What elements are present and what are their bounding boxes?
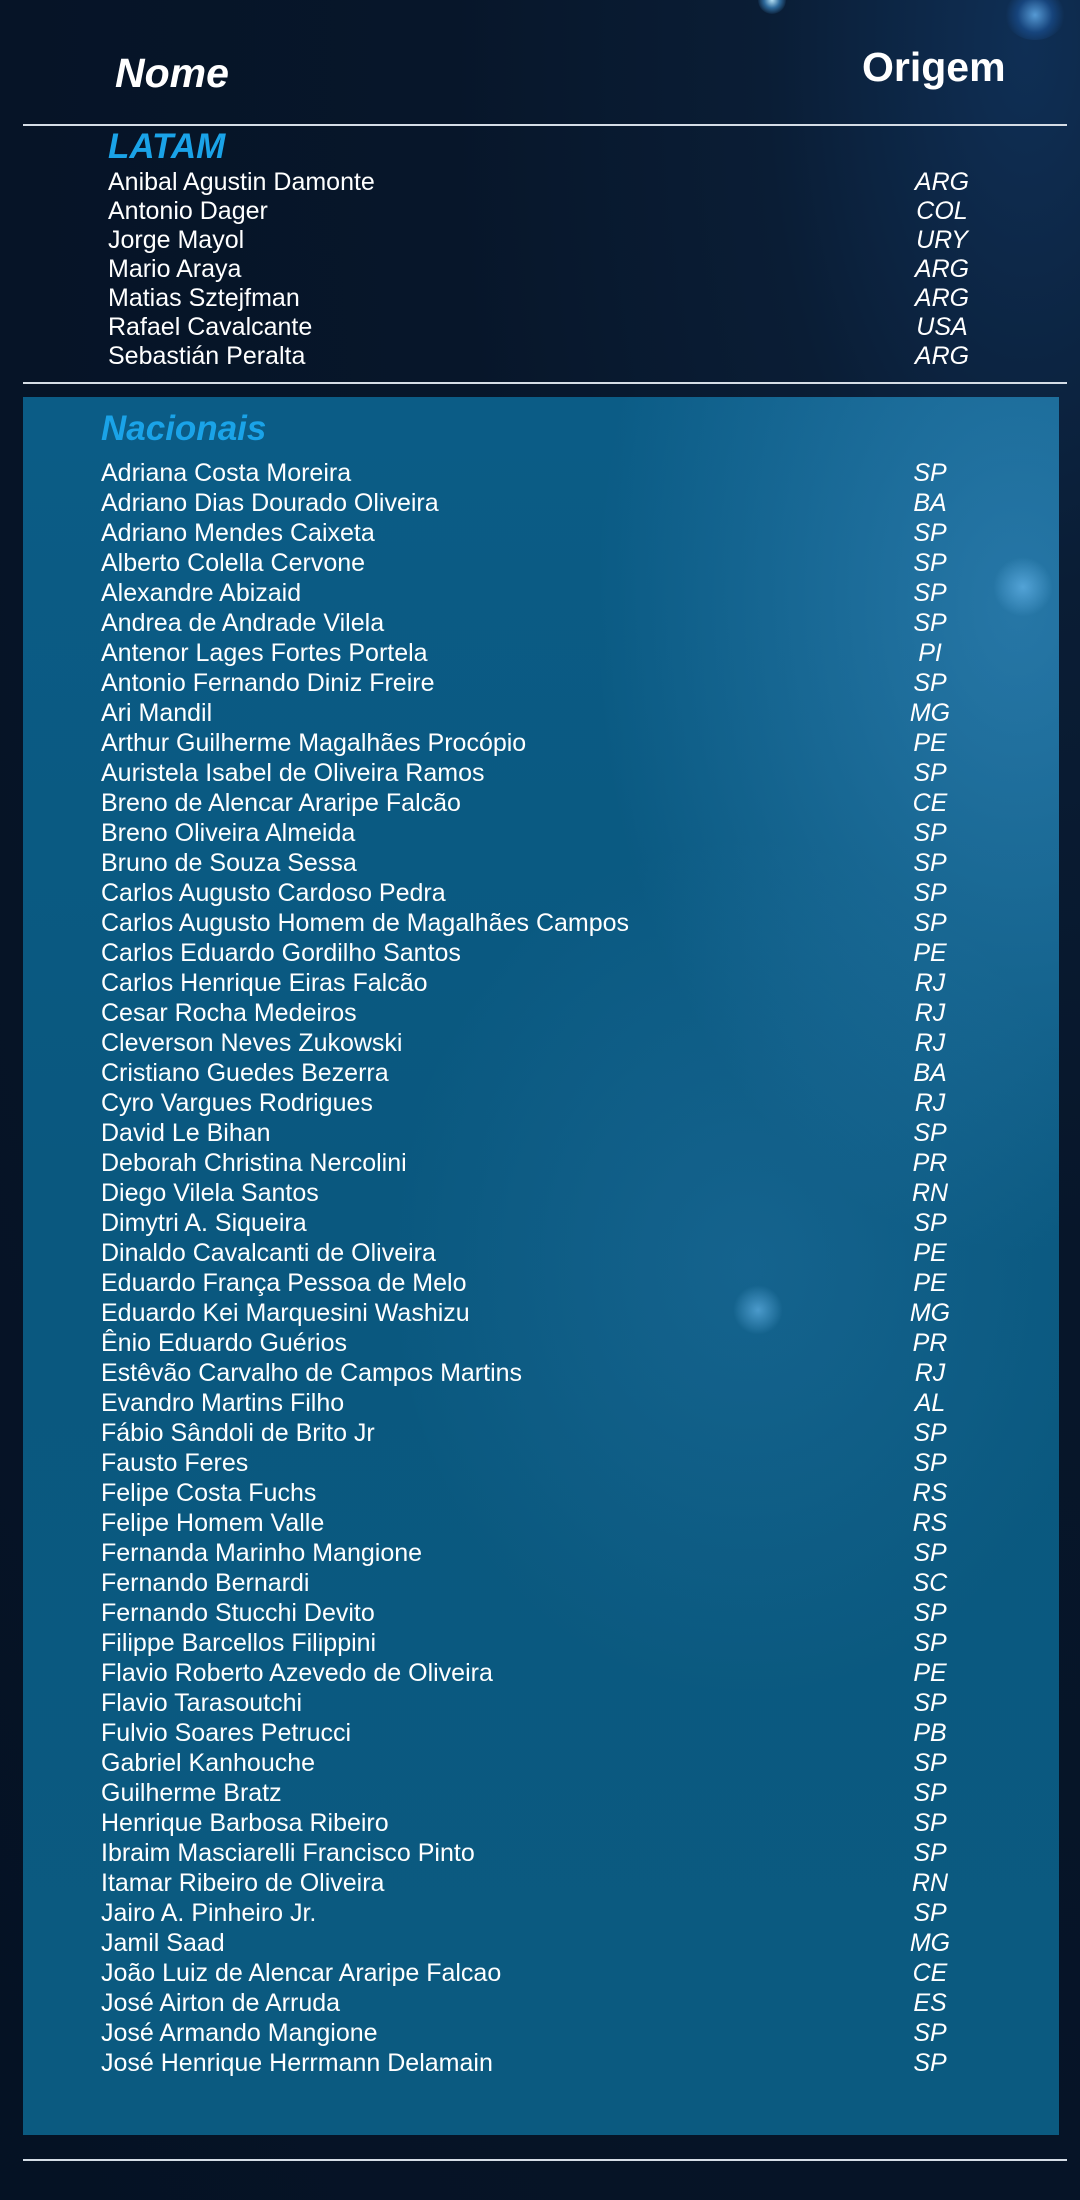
list-item [23,1089,1053,1119]
list-item [23,1119,1053,1149]
person-name: Ari Mandil [101,699,213,727]
list-item [23,609,1053,639]
person-name: Breno Oliveira Almeida [101,819,356,847]
list-item [23,849,1053,879]
section-title-latam: LATAM [108,127,226,166]
person-name: Fábio Sândoli de Brito Jr [101,1419,375,1447]
origin-code: PE [913,939,947,967]
list-item [23,1929,1053,1959]
origin-code: COL [916,197,968,225]
person-name: Arthur Guilherme Magalhães Procópio [101,729,527,757]
origin-code: AL [914,1389,946,1417]
list-item [23,1209,1053,1239]
list-item [0,168,1030,198]
person-name: Jorge Mayol [108,226,245,254]
origin-code: RJ [914,1359,946,1387]
list-item [23,939,1053,969]
origin-code: RJ [914,969,946,997]
list-item [23,1269,1053,1299]
list-item [23,729,1053,759]
list-item [23,1659,1053,1689]
origin-code: RJ [914,1089,946,1117]
list-item [23,1449,1053,1479]
list-item [23,1839,1053,1869]
origin-code: SP [913,879,947,907]
list-item [23,639,1053,669]
origin-code: SP [913,1209,947,1237]
person-name: Cristiano Guedes Bezerra [101,1059,389,1087]
origin-code: SP [913,519,947,547]
list-item [23,1569,1053,1599]
origin-code: ARG [914,342,970,370]
person-name: Evandro Martins Filho [101,1389,345,1417]
list-item [23,1719,1053,1749]
list-item [23,1299,1053,1329]
column-header-origem: Origem [862,44,1006,90]
origin-code: SP [913,1749,947,1777]
person-name: Alexandre Abizaid [101,579,302,607]
list-item [23,1599,1053,1629]
list-item [23,1329,1053,1359]
list-item [23,1539,1053,1569]
origin-code: PR [912,1149,948,1177]
person-name: Rafael Cavalcante [108,313,313,341]
person-name: Deborah Christina Nercolini [101,1149,407,1177]
origin-code: SP [913,1689,947,1717]
origin-code: SP [913,1629,947,1657]
person-name: Mario Araya [108,255,242,283]
origin-code: CE [912,1959,948,1987]
list-item [23,489,1053,519]
person-name: José Armando Mangione [101,2019,378,2047]
origin-code: PE [913,729,947,757]
person-name: Itamar Ribeiro de Oliveira [101,1869,385,1897]
person-name: Alberto Colella Cervone [101,549,366,577]
origin-code: ARG [914,255,970,283]
list-item [23,1779,1053,1809]
list-item [0,197,1030,227]
list-item [23,1689,1053,1719]
person-name: Fausto Feres [101,1449,249,1477]
origin-code: MG [909,699,951,727]
list-item [23,879,1053,909]
list-item [23,1239,1053,1269]
origin-code: SP [913,1119,947,1147]
divider [23,2159,1067,2161]
person-name: Carlos Augusto Cardoso Pedra [101,879,446,907]
person-name: Fulvio Soares Petrucci [101,1719,352,1747]
origin-code: RN [911,1869,949,1897]
list-item [23,969,1053,999]
origin-code: SP [913,849,947,877]
person-name: Auristela Isabel de Oliveira Ramos [101,759,485,787]
person-name: Fernando Bernardi [101,1569,310,1597]
origin-code: USA [916,313,968,341]
origin-code: SP [913,669,947,697]
person-name: Dimytri A. Siqueira [101,1209,307,1237]
origin-code: SP [913,909,947,937]
person-name: Jamil Saad [101,1929,225,1957]
origin-code: RJ [914,1029,946,1057]
list-item [23,549,1053,579]
person-name: Flavio Roberto Azevedo de Oliveira [101,1659,493,1687]
origin-code: RJ [914,999,946,1027]
list-item [23,1359,1053,1389]
person-name: Diego Vilela Santos [101,1179,319,1207]
person-name: Fernanda Marinho Mangione [101,1539,423,1567]
list-item [23,1509,1053,1539]
origin-code: PI [918,639,942,667]
person-name: Cyro Vargues Rodrigues [101,1089,373,1117]
origin-code: MG [909,1929,951,1957]
origin-code: ES [913,1989,947,2017]
list-item [23,1059,1053,1089]
list-item [23,1479,1053,1509]
origin-code: SP [913,549,947,577]
list-item [23,1179,1053,1209]
person-name: Antonio Fernando Diniz Freire [101,669,435,697]
person-name: Breno de Alencar Araripe Falcão [101,789,461,817]
origin-code: RS [912,1479,948,1507]
list-item [23,1149,1053,1179]
origin-code: SP [913,759,947,787]
section-title-nacionais: Nacionais [101,409,267,448]
origin-code: CE [912,789,948,817]
list-item [23,1899,1053,1929]
person-name: Dinaldo Cavalcanti de Oliveira [101,1239,436,1267]
person-name: Andrea de Andrade Vilela [101,609,385,637]
person-name: Estêvão Carvalho de Campos Martins [101,1359,523,1387]
origin-code: URY [916,226,968,254]
person-name: Fernando Stucchi Devito [101,1599,375,1627]
origin-code: SP [913,579,947,607]
origin-code: PE [913,1239,947,1267]
divider [23,382,1067,384]
list-item [0,255,1030,285]
person-name: Bruno de Souza Sessa [101,849,357,877]
person-name: Cleverson Neves Zukowski [101,1029,403,1057]
origin-code: RS [912,1509,948,1537]
origin-code: SC [912,1569,948,1597]
person-name: Cesar Rocha Medeiros [101,999,357,1027]
person-name: Flavio Tarasoutchi [101,1689,303,1717]
person-name: Eduardo Kei Marquesini Washizu [101,1299,470,1327]
origin-code: SP [913,819,947,847]
person-name: José Airton de Arruda [101,1989,341,2017]
list-item [23,669,1053,699]
origin-code: SP [913,1839,947,1867]
list-item [23,1749,1053,1779]
person-name: Ibraim Masciarelli Francisco Pinto [101,1839,475,1867]
origin-code: SP [913,1899,947,1927]
list-item [23,789,1053,819]
origin-code: SP [913,1419,947,1447]
person-name: Carlos Henrique Eiras Falcão [101,969,428,997]
origin-code: SP [913,1779,947,1807]
list-item [23,1809,1053,1839]
list-item [23,1629,1053,1659]
person-name: Sebastián Peralta [108,342,306,370]
origin-code: MG [909,1299,951,1327]
origin-code: SP [913,459,947,487]
person-name: Antenor Lages Fortes Portela [101,639,428,667]
list-item [23,1959,1053,1989]
origin-code: BA [913,489,947,517]
origin-code: SP [913,2019,947,2047]
list-item [0,313,1030,343]
person-name: João Luiz de Alencar Araripe Falcao [101,1959,502,1987]
list-item [23,579,1053,609]
list-item [0,284,1030,314]
list-item [23,909,1053,939]
person-name: Gabriel Kanhouche [101,1749,316,1777]
list-item [0,342,1030,372]
origin-code: ARG [914,284,970,312]
origin-code: PE [913,1269,947,1297]
origin-code: SP [913,1599,947,1627]
origin-code: BA [913,1059,947,1087]
list-item [23,759,1053,789]
person-name: Anibal Agustin Damonte [108,168,375,196]
latam-section [0,124,1080,382]
list-item [23,1989,1053,2019]
list-item [23,819,1053,849]
column-header-nome: Nome [115,50,229,96]
list-item [23,1029,1053,1059]
list-item [23,2019,1053,2049]
person-name: Felipe Costa Fuchs [101,1479,317,1507]
person-name: Adriano Mendes Caixeta [101,519,375,547]
origin-code: SP [913,1809,947,1837]
origin-code: RN [911,1179,949,1207]
person-name: Ênio Eduardo Guérios [101,1329,347,1357]
nacionais-section [23,397,1059,2135]
list-item [23,1389,1053,1419]
list-item [23,459,1053,489]
person-name: Filippe Barcellos Filippini [101,1629,377,1657]
origin-code: PR [912,1329,948,1357]
person-name: José Henrique Herrmann Delamain [101,2049,493,2077]
person-name: Adriana Costa Moreira [101,459,352,487]
person-name: Jairo A. Pinheiro Jr. [101,1899,317,1927]
person-name: Eduardo França Pessoa de Melo [101,1269,467,1297]
person-name: Henrique Barbosa Ribeiro [101,1809,389,1837]
origin-code: PB [913,1719,947,1747]
person-name: Antonio Dager [108,197,268,225]
person-name: Guilherme Bratz [101,1779,282,1807]
table-header [0,0,1080,124]
list-item [23,2049,1053,2079]
list-item [23,699,1053,729]
list-item [23,1869,1053,1899]
person-name: David Le Bihan [101,1119,271,1147]
person-name: Felipe Homem Valle [101,1509,325,1537]
origin-code: ARG [914,168,970,196]
origin-code: SP [913,2049,947,2077]
person-name: Carlos Augusto Homem de Magalhães Campos [101,909,630,937]
list-item [0,226,1030,256]
origin-code: SP [913,609,947,637]
person-name: Carlos Eduardo Gordilho Santos [101,939,461,967]
list-item [23,1419,1053,1449]
list-item [23,999,1053,1029]
origin-code: SP [913,1449,947,1477]
person-name: Matias Sztejfman [108,284,300,312]
list-item [23,519,1053,549]
person-name: Adriano Dias Dourado Oliveira [101,489,439,517]
origin-code: SP [913,1539,947,1567]
origin-code: PE [913,1659,947,1687]
